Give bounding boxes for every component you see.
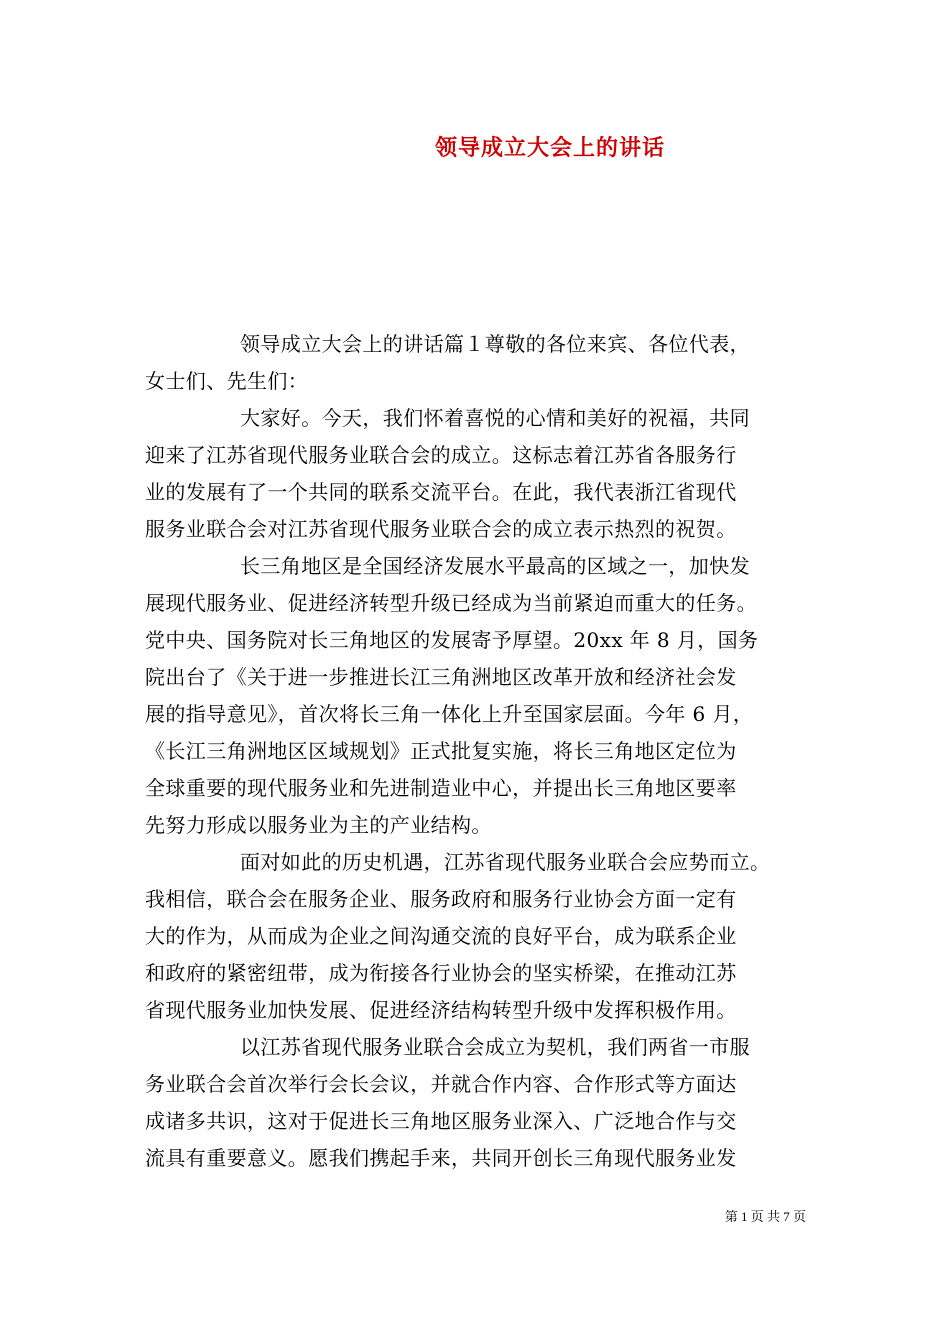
text-line: 党中央、国务院对长三角地区的发展寄予厚望。20xx 年 8 月，国务: [145, 628, 759, 652]
text-line: 大的作为，从而成为企业之间沟通交流的良好平台，成为联系企业: [145, 924, 737, 948]
text-line: 面对如此的历史机遇，江苏省现代服务业联合会应势而立。: [240, 850, 771, 874]
document-body: [145, 326, 817, 1177]
page-number: 第 1 页 共 7 页: [724, 1209, 806, 1224]
text-line: 先努力形成以服务业为主的产业结构。: [145, 813, 492, 837]
text-line: 领导成立大会上的讲话篇１尊敬的各位来宾、各位代表，: [240, 332, 750, 356]
text-line: 展的指导意见》，首次将长三角一体化上升至国家层面。今年 6 月，: [145, 702, 754, 726]
text-line: 流具有重要意义。愿我们携起手来，共同开创长三角现代服务业发: [145, 1146, 737, 1170]
document-title: 领导成立大会上的讲话: [434, 136, 665, 161]
text-line: 业的发展有了一个共同的联系交流平台。在此，我代表浙江省现代: [145, 480, 737, 504]
text-line: 以江苏省现代服务业联合会成立为契机，我们两省一市服: [240, 1035, 750, 1059]
text-line: 我相信，联合会在服务企业、服务政府和服务行业协会方面一定有: [145, 887, 737, 911]
text-line: 院出台了《关于进一步推进长江三角洲地区改革开放和经济社会发: [145, 665, 737, 689]
text-line: 务业联合会首次举行会长会议，并就合作内容、合作形式等方面达: [145, 1072, 737, 1096]
text-line: 展现代服务业、促进经济转型升级已经成为当前紧迫而重大的任务。: [145, 591, 757, 615]
text-line: 迎来了江苏省现代服务业联合会的成立。这标志着江苏省各服务行: [145, 443, 737, 467]
text-line: 长三角地区是全国经济发展水平最高的区域之一，加快发: [240, 554, 750, 578]
text-line: 《长江三角洲地区区域规划》正式批复实施，将长三角地区定位为: [145, 739, 737, 763]
text-line: 大家好。今天，我们怀着喜悦的心情和美好的祝福，共同: [240, 406, 750, 430]
text-line: 女士们、先生们：: [145, 369, 309, 393]
text-line: 成诸多共识，这对于促进长三角地区服务业深入、广泛地合作与交: [145, 1109, 737, 1133]
text-line: 和政府的紧密纽带，成为衔接各行业协会的坚实桥梁，在推动江苏: [145, 961, 737, 985]
text-line: 服务业联合会对江苏省现代服务业联合会的成立表示热烈的祝贺。: [145, 517, 737, 541]
text-line: 省现代服务业加快发展、促进经济结构转型升级中发挥积极作用。: [145, 998, 737, 1022]
text-line: 全球重要的现代服务业和先进制造业中心，并提出长三角地区要率: [145, 776, 737, 800]
